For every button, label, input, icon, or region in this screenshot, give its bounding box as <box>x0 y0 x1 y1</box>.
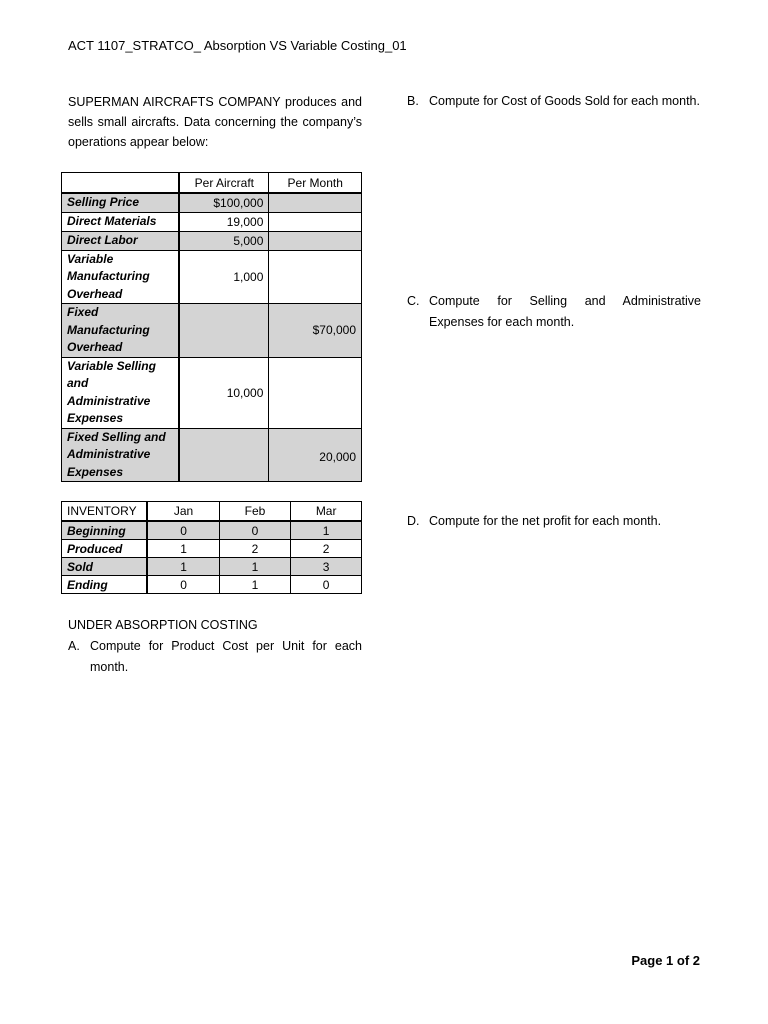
page-number: Page 1 of 2 <box>631 953 700 968</box>
per-month-cell <box>269 193 362 212</box>
cost-table-header-row <box>62 173 362 194</box>
cost-table-header-per-month: Per Month <box>269 173 362 194</box>
mar-cell: 2 <box>291 540 362 558</box>
table-row <box>62 521 362 540</box>
row-label: Direct Labor <box>62 231 180 250</box>
row-label: Sold <box>62 558 148 576</box>
per-aircraft-cell <box>179 428 269 482</box>
mar-cell: 1 <box>291 521 362 540</box>
inventory-table <box>61 501 362 594</box>
per-month-cell: 20,000 <box>269 428 362 482</box>
intro-paragraph: SUPERMAN AIRCRAFTS COMPANY produces and sells small aircrafts. Data concerning the company’s operations appear below: <box>68 95 362 149</box>
inventory-header-mar: Mar <box>291 502 362 522</box>
table-row <box>62 558 362 576</box>
feb-cell: 0 <box>219 521 291 540</box>
cost-data-table <box>61 172 362 482</box>
row-label: Variable Manufacturing Overhead <box>62 250 180 304</box>
per-aircraft-cell: $100,000 <box>179 193 269 212</box>
table-row <box>62 540 362 558</box>
per-aircraft-cell <box>179 304 269 358</box>
feb-cell: 2 <box>219 540 291 558</box>
question-text: Compute for Product Cost per Unit for each month. <box>90 639 362 674</box>
question-letter: A. <box>68 639 80 653</box>
per-aircraft-cell: 19,000 <box>179 212 269 231</box>
cost-table-header-blank <box>62 173 180 194</box>
jan-cell: 1 <box>147 540 219 558</box>
table-row <box>62 357 362 428</box>
table-row <box>62 304 362 358</box>
row-label: Variable Selling and Administrative Expenses <box>62 357 180 428</box>
question-d <box>407 511 701 532</box>
per-aircraft-cell: 1,000 <box>179 250 269 304</box>
inventory-header-row <box>62 502 362 522</box>
inventory-header-jan: Jan <box>147 502 219 522</box>
row-label: Fixed Selling and Administrative Expenses <box>62 428 180 482</box>
table-row <box>62 428 362 482</box>
jan-cell: 0 <box>147 521 219 540</box>
jan-cell: 1 <box>147 558 219 576</box>
inventory-header-label: INVENTORY <box>62 502 148 522</box>
question-text: Compute for Cost of Goods Sold for each month. <box>429 94 700 108</box>
question-c <box>407 291 701 333</box>
row-label: Ending <box>62 576 148 594</box>
row-label: Produced <box>62 540 148 558</box>
question-b <box>407 91 701 112</box>
per-month-cell <box>269 357 362 428</box>
question-text: Compute for Selling and Administrative Expenses for each month. <box>429 294 701 329</box>
document-header: ACT 1107_STRATCO_ Absorption VS Variable Costing_01 <box>68 38 407 53</box>
per-aircraft-cell: 5,000 <box>179 231 269 250</box>
jan-cell: 0 <box>147 576 219 594</box>
question-a <box>68 636 362 678</box>
per-month-cell <box>269 250 362 304</box>
feb-cell: 1 <box>219 576 291 594</box>
row-label: Fixed Manufacturing Overhead <box>62 304 180 358</box>
table-row <box>62 576 362 594</box>
question-letter: C. <box>407 294 420 308</box>
table-row <box>62 250 362 304</box>
mar-cell: 3 <box>291 558 362 576</box>
table-row <box>62 193 362 212</box>
row-label: Beginning <box>62 521 148 540</box>
cost-table-header-per-aircraft: Per Aircraft <box>179 173 269 194</box>
per-aircraft-cell: 10,000 <box>179 357 269 428</box>
question-text: Compute for the net profit for each month. <box>429 514 662 528</box>
per-month-cell <box>269 231 362 250</box>
feb-cell: 1 <box>219 558 291 576</box>
mar-cell: 0 <box>291 576 362 594</box>
table-row <box>62 212 362 231</box>
per-month-cell <box>269 212 362 231</box>
question-letter: B. <box>407 94 419 108</box>
row-label: Direct Materials <box>62 212 180 231</box>
per-month-cell: $70,000 <box>269 304 362 358</box>
row-label: Selling Price <box>62 193 180 212</box>
table-row <box>62 231 362 250</box>
section-title: UNDER ABSORPTION COSTING <box>68 618 258 632</box>
inventory-header-feb: Feb <box>219 502 291 522</box>
question-letter: D. <box>407 514 420 528</box>
